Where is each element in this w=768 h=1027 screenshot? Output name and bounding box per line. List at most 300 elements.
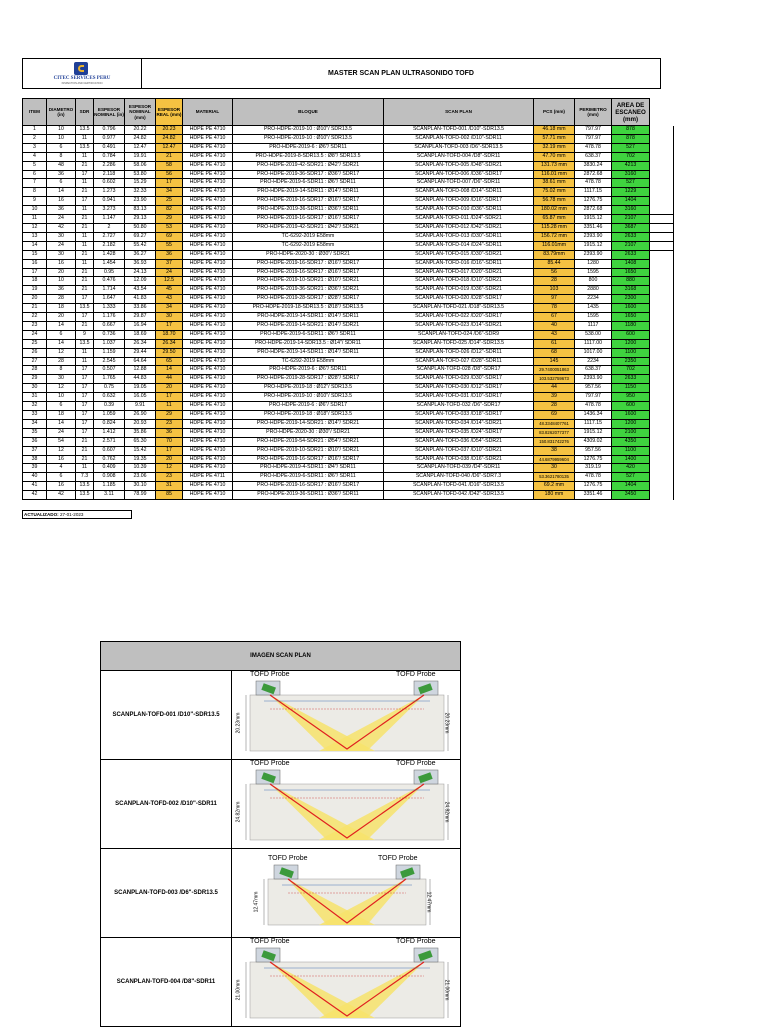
- cell-espesor-real: 14: [156, 366, 183, 375]
- cell-espesor-real: 12: [156, 464, 183, 473]
- cell-espesor-nominal-in: 1.176: [94, 313, 125, 322]
- cell-scan-plan: SCANPLAN-TOFD-013 /D30"-SDR11: [384, 232, 534, 241]
- cell-area-escaneo: 3450: [612, 491, 650, 500]
- cell-bloque: PRO-HDPE-2019-6 : Ø6"/ SDR17: [233, 402, 384, 411]
- cell-diametro: 30: [47, 375, 76, 384]
- cell-espesor-nominal-in: 0.667: [94, 321, 125, 330]
- updated-label: ACTUALIZADO:: [24, 512, 59, 517]
- probe-label-left: TOFD Probe: [250, 760, 290, 767]
- cell-espesor-real: 56: [156, 170, 183, 179]
- cell-espesor-nominal-in: 1.765: [94, 375, 125, 384]
- cell-material: HDPE PE 4710: [183, 143, 233, 152]
- table-row: [23, 161, 674, 170]
- row-spacer: [650, 384, 674, 393]
- updated-date: [22, 510, 132, 519]
- cell-espesor-nominal-in: 0.977: [94, 134, 125, 143]
- row-spacer: [650, 259, 674, 268]
- cell-sdr: 17: [76, 384, 94, 393]
- cell-sdr: 11: [76, 241, 94, 250]
- table-row: [23, 366, 674, 375]
- cell-espesor-nominal-mm: 10.39: [125, 464, 156, 473]
- cell-pcs: 97: [534, 295, 575, 304]
- cell-espesor-nominal-mm: 29.44: [125, 348, 156, 357]
- cell-item: 42: [23, 491, 47, 500]
- cell-perimetro: 2234: [575, 295, 612, 304]
- cell-espesor-real: 55: [156, 241, 183, 250]
- cell-espesor-real: 36: [156, 250, 183, 259]
- cell-sdr: 21: [76, 446, 94, 455]
- cell-perimetro: 1435: [575, 304, 612, 313]
- cell-pcs: 145: [534, 357, 575, 366]
- row-spacer: [650, 179, 674, 188]
- col-bloque: BLOQUE: [233, 99, 384, 126]
- cell-sdr: 11: [76, 348, 94, 357]
- cell-bloque: PRO-HDPE-2019-10-SDR21 : Ø10"/ SDR21: [233, 277, 384, 286]
- cell-sdr: 11: [76, 232, 94, 241]
- cell-area-escaneo: 1650: [612, 313, 650, 322]
- cell-item: 11: [23, 215, 47, 224]
- cell-material: HDPE PE 4710: [183, 464, 233, 473]
- cell-bloque: PRO-HDPE-2019-36-SDR17 : Ø36"/ SDR17: [233, 170, 384, 179]
- probe-label-left: TOFD Probe: [268, 855, 308, 862]
- cell-area-escaneo: 600: [612, 330, 650, 339]
- cell-item: 19: [23, 286, 47, 295]
- cell-sdr: 17: [76, 170, 94, 179]
- cell-espesor-real: 69: [156, 232, 183, 241]
- scan-plan-diagram: [232, 938, 460, 1026]
- cell-item: 33: [23, 411, 47, 420]
- row-spacer: [650, 464, 674, 473]
- cell-material: HDPE PE 4710: [183, 268, 233, 277]
- cell-espesor-nominal-mm: 69.27: [125, 232, 156, 241]
- cell-diametro: 18: [47, 304, 76, 313]
- cell-bloque: PRO-HDPE-2019-42-SDR21 : Ø42"/ SDR21: [233, 161, 384, 170]
- cell-sdr: 21: [76, 268, 94, 277]
- cell-espesor-nominal-in: 2.182: [94, 241, 125, 250]
- cell-pcs: 30: [534, 464, 575, 473]
- cell-material: HDPE PE 4710: [183, 428, 233, 437]
- cell-item: 7: [23, 179, 47, 188]
- cell-espesor-real: 11: [156, 402, 183, 411]
- cell-sdr: 13.5: [76, 126, 94, 135]
- cell-pcs: 67: [534, 313, 575, 322]
- cell-espesor-real: 34: [156, 188, 183, 197]
- cell-bloque: PRO-HDPE-2019-4-SDR11 : Ø4"/ SDR11: [233, 464, 384, 473]
- row-spacer: [650, 134, 674, 143]
- cell-pcs: 116.01 mm: [534, 170, 575, 179]
- cell-pcs: 116.01mm: [534, 241, 575, 250]
- cell-espesor-real: 17: [156, 179, 183, 188]
- cell-pcs: 56.78 mm: [534, 197, 575, 206]
- cell-area-escaneo: 527: [612, 473, 650, 482]
- cell-pcs: 40: [534, 321, 575, 330]
- cell-espesor-nominal-in: 0.409: [94, 464, 125, 473]
- cell-scan-plan: SCANPLAN-TOFD-022 /D20"-SDR17: [384, 313, 534, 322]
- cell-espesor-real: 29: [156, 411, 183, 420]
- scan-plan-name: SCANPLAN-TOFD-002 /D10"-SDR11: [101, 760, 232, 848]
- probe-label-left: TOFD Probe: [250, 938, 290, 945]
- cell-espesor-nominal-in: 2.727: [94, 232, 125, 241]
- cell-espesor-nominal-in: 1.412: [94, 428, 125, 437]
- cell-item: 26: [23, 348, 47, 357]
- table-row: [23, 197, 674, 206]
- cell-bloque: PRO-HDPE-2019-14-SDR13.5 : Ø14"/ SDR11: [233, 339, 384, 348]
- cell-espesor-nominal-in: 0.75: [94, 384, 125, 393]
- cell-diametro: 20: [47, 313, 76, 322]
- cell-diametro: 28: [47, 295, 76, 304]
- cell-pcs: 115.28 mm: [534, 223, 575, 232]
- cell-scan-plan: SCANPLAN-TOFD-021 /D18"-SDR13.5: [384, 304, 534, 313]
- cell-bloque: PRO-HDPE-2019-28-SDR17 : Ø28"/ SDR17: [233, 375, 384, 384]
- cell-perimetro: 638.37: [575, 366, 612, 375]
- cell-espesor-nominal-in: 1.037: [94, 339, 125, 348]
- col-pcs: PCS (mm): [534, 99, 575, 126]
- cell-pcs: 28: [534, 277, 575, 286]
- cell-pcs: 150.831742276: [534, 437, 575, 446]
- cell-espesor-nominal-mm: 19.91: [125, 152, 156, 161]
- cell-item: 25: [23, 339, 47, 348]
- scan-plan-name: SCANPLAN-TOFD-004 /D8"-SDR11: [101, 938, 232, 1026]
- cell-espesor-nominal-in: 0.941: [94, 197, 125, 206]
- cell-pcs: 180 mm: [534, 491, 575, 500]
- cell-item: 18: [23, 277, 47, 286]
- row-spacer: [650, 295, 674, 304]
- cell-perimetro: 2393.90: [575, 232, 612, 241]
- cell-scan-plan: SCANPLAN-TOFD-015 /D30"-SDR21: [384, 250, 534, 259]
- cell-sdr: 13.5: [76, 143, 94, 152]
- cell-bloque: PRO-HDPE-2019-14-SDR11 : Ø14"/ SDR11: [233, 188, 384, 197]
- cell-diametro: 48: [47, 161, 76, 170]
- scan-plan-diagram: [232, 671, 460, 759]
- cell-sdr: 17: [76, 419, 94, 428]
- cell-material: HDPE PE 4710: [183, 134, 233, 143]
- cell-scan-plan: SCANPLAN-TOFD-012 /D42"-SDR21: [384, 223, 534, 232]
- cell-bloque: PRO-HDPE-2019-6 : Ø6"/ SDR11: [233, 366, 384, 375]
- cell-material: HDPE PE 4710: [183, 126, 233, 135]
- cell-item: 27: [23, 357, 47, 366]
- cell-espesor-nominal-in: 0.762: [94, 455, 125, 464]
- table-row: [23, 215, 674, 224]
- table-header-row: [23, 99, 674, 126]
- cell-espesor-real: 25: [156, 197, 183, 206]
- scan-image-row: [101, 938, 460, 1026]
- cell-espesor-real: 23: [156, 473, 183, 482]
- cell-scan-plan: SCANPLAN-TOFD-006 /D36"-SDR17: [384, 170, 534, 179]
- cell-item: 17: [23, 268, 47, 277]
- cell-item: 4: [23, 152, 47, 161]
- cell-item: 23: [23, 321, 47, 330]
- cell-espesor-nominal-mm: 16.05: [125, 393, 156, 402]
- cell-perimetro: 797.97: [575, 134, 612, 143]
- cell-espesor-real: 37: [156, 259, 183, 268]
- cell-espesor-nominal-mm: 20.93: [125, 419, 156, 428]
- cell-diametro: 18: [47, 411, 76, 420]
- cell-perimetro: 1915.12: [575, 428, 612, 437]
- cell-diametro: 16: [47, 259, 76, 268]
- cell-espesor-nominal-mm: 15.42: [125, 446, 156, 455]
- cell-material: HDPE PE 4710: [183, 321, 233, 330]
- cell-diametro: 12: [47, 384, 76, 393]
- cell-espesor-real: 45: [156, 286, 183, 295]
- cell-espesor-nominal-in: 0.507: [94, 366, 125, 375]
- cell-scan-plan: SCANPLAN-TOFD-030 /D12"-SDR17: [384, 384, 534, 393]
- cell-espesor-nominal-mm: 83.13: [125, 206, 156, 215]
- cell-pcs: 38: [534, 446, 575, 455]
- cell-pcs: 32.19 mm: [534, 143, 575, 152]
- cell-item: 30: [23, 384, 47, 393]
- cell-espesor-nominal-in: 2.545: [94, 357, 125, 366]
- table-row: [23, 277, 674, 286]
- cell-material: HDPE PE 4710: [183, 491, 233, 500]
- cell-espesor-nominal-in: 2.571: [94, 437, 125, 446]
- cell-perimetro: 1915.12: [575, 241, 612, 250]
- cell-espesor-nominal-mm: 36.27: [125, 250, 156, 259]
- cell-bloque: PRO-HDPE-2019-10 : Ø10"/ SDR13.5: [233, 134, 384, 143]
- cell-diametro: 12: [47, 446, 76, 455]
- cell-espesor-nominal-mm: 55.42: [125, 241, 156, 250]
- cell-area-escaneo: 2107: [612, 215, 650, 224]
- cell-diametro: 28: [47, 357, 76, 366]
- cell-pcs: 65.87 mm: [534, 215, 575, 224]
- cell-perimetro: 1276.75: [575, 482, 612, 491]
- cell-bloque: PRO-HDPE-2019-18 : Ø12"/ SDR13.5: [233, 384, 384, 393]
- cell-espesor-real: 36: [156, 428, 183, 437]
- thickness-label-right: 21.00mm: [443, 979, 450, 1001]
- cell-diametro: 10: [47, 126, 76, 135]
- cell-sdr: 7.3: [76, 473, 94, 482]
- cell-espesor-real: 29: [156, 215, 183, 224]
- cell-diametro: 8: [47, 366, 76, 375]
- table-row: [23, 402, 674, 411]
- cell-espesor-nominal-mm: 53.80: [125, 170, 156, 179]
- cell-area-escaneo: 1650: [612, 268, 650, 277]
- cell-bloque: PRO-HDPE-2019-42-SDR21 : Ø42"/ SDR21: [233, 223, 384, 232]
- row-spacer: [650, 232, 674, 241]
- cell-espesor-nominal-mm: 16.94: [125, 321, 156, 330]
- cell-item: 38: [23, 455, 47, 464]
- row-spacer: [650, 206, 674, 215]
- cell-item: 14: [23, 241, 47, 250]
- scan-image-row: [101, 849, 460, 938]
- cell-material: HDPE PE 4710: [183, 250, 233, 259]
- cell-perimetro: 797.97: [575, 393, 612, 402]
- scan-plan-table: [22, 98, 674, 500]
- cell-sdr: 17: [76, 197, 94, 206]
- cell-perimetro: 1276.75: [575, 455, 612, 464]
- col-espesor-nominal-mm: ESPESOR NOMINAL (mm): [125, 99, 156, 126]
- cell-material: HDPE PE 4710: [183, 330, 233, 339]
- cell-espesor-nominal-in: 1.147: [94, 215, 125, 224]
- table-row: [23, 437, 674, 446]
- row-spacer: [650, 339, 674, 348]
- cell-item: 34: [23, 419, 47, 428]
- table-row: [23, 348, 674, 357]
- cell-material: HDPE PE 4710: [183, 241, 233, 250]
- cell-scan-plan: SCANPLAN-TOFD-038 /D16"-SDR21: [384, 455, 534, 464]
- table-row: [23, 286, 674, 295]
- cell-perimetro: 478.78: [575, 473, 612, 482]
- cell-scan-plan: SCANPLAN-TOFD-003 /D6"-SDR13.5: [384, 143, 534, 152]
- cell-espesor-nominal-mm: 19.05: [125, 384, 156, 393]
- table-row: [23, 259, 674, 268]
- logo-c-icon: [74, 62, 88, 75]
- cell-item: 1: [23, 126, 47, 135]
- cell-pcs: 48.3348407761: [534, 419, 575, 428]
- cell-scan-plan: SCANPLAN-TOFD-017 /D20"-SDR21: [384, 268, 534, 277]
- cell-perimetro: 800: [575, 277, 612, 286]
- cell-espesor-nominal-mm: 12.09: [125, 277, 156, 286]
- cell-bloque: PRO-HDPE-2019-16-SDR17 : Ø16"/ SDR17: [233, 215, 384, 224]
- cell-item: 29: [23, 375, 47, 384]
- cell-item: 41: [23, 482, 47, 491]
- cell-espesor-nominal-in: 1.273: [94, 188, 125, 197]
- cell-perimetro: 538.00: [575, 330, 612, 339]
- cell-espesor-real: 44: [156, 375, 183, 384]
- row-spacer: [650, 277, 674, 286]
- cell-area-escaneo: 600: [612, 402, 650, 411]
- cell-material: HDPE PE 4710: [183, 482, 233, 491]
- cell-scan-plan: SCANPLAN-TOFD-007 /D6"-SDR11: [384, 179, 534, 188]
- cell-diametro: 6: [47, 143, 76, 152]
- cell-material: HDPE PE 4710: [183, 384, 233, 393]
- col-diametro: DIAMETRO (in): [47, 99, 76, 126]
- cell-bloque: PRO-HDPE-2019-6-SDR11 : Ø6"/ SDR11: [233, 330, 384, 339]
- cell-espesor-nominal-in: 1.159: [94, 348, 125, 357]
- probe-label-left: TOFD Probe: [250, 671, 290, 678]
- cell-diametro: 24: [47, 428, 76, 437]
- row-spacer: [650, 375, 674, 384]
- cell-espesor-nominal-in: 1.185: [94, 482, 125, 491]
- cell-scan-plan: SCANPLAN-TOFD-039 /D4"-SDR11: [384, 464, 534, 473]
- cell-item: 5: [23, 161, 47, 170]
- cell-area-escaneo: 1229: [612, 188, 650, 197]
- table-row: [23, 464, 674, 473]
- cell-material: HDPE PE 4710: [183, 304, 233, 313]
- cell-espesor-real: 85: [156, 491, 183, 500]
- cell-perimetro: 478.78: [575, 143, 612, 152]
- probe-label-right: TOFD Probe: [378, 855, 418, 862]
- cell-material: HDPE PE 4710: [183, 348, 233, 357]
- cell-area-escaneo: 3160: [612, 170, 650, 179]
- cell-espesor-real: 24.82: [156, 134, 183, 143]
- col-perimetro: PERIMETRO (mm): [575, 99, 612, 126]
- cell-scan-plan: SCANPLAN-TOFD-027 /D28"-SDR11: [384, 357, 534, 366]
- cell-scan-plan: SCANPLAN-TOFD-037 /D10"-SDR21: [384, 446, 534, 455]
- cell-perimetro: 1117.00: [575, 339, 612, 348]
- cell-area-escaneo: 2633: [612, 375, 650, 384]
- cell-area-escaneo: 880: [612, 277, 650, 286]
- table-row: [23, 384, 674, 393]
- cell-sdr: 13.5: [76, 482, 94, 491]
- cell-sdr: 11: [76, 357, 94, 366]
- cell-perimetro: 319.19: [575, 464, 612, 473]
- cell-area-escaneo: 1150: [612, 384, 650, 393]
- cell-espesor-nominal-mm: 24.82: [125, 134, 156, 143]
- cell-espesor-nominal-in: 0.908: [94, 473, 125, 482]
- cell-area-escaneo: 702: [612, 366, 650, 375]
- cell-item: 6: [23, 170, 47, 179]
- cell-espesor-nominal-in: 1.647: [94, 295, 125, 304]
- cell-material: HDPE PE 4710: [183, 179, 233, 188]
- cell-espesor-nominal-in: 0.602: [94, 179, 125, 188]
- cell-espesor-real: 17: [156, 321, 183, 330]
- cell-scan-plan: SCANPLAN-TOFD-032 /D6"-SDR17: [384, 402, 534, 411]
- cell-bloque: PRO-HDPE-2019-10 : Ø10"/ SDR13.5: [233, 393, 384, 402]
- table-row: [23, 126, 674, 135]
- cell-area-escaneo: 1600: [612, 411, 650, 420]
- cell-scan-plan: SCANPLAN-TOFD-020 /D28"-SDR17: [384, 295, 534, 304]
- cell-sdr: 11: [76, 206, 94, 215]
- cell-pcs: 131.73 mm: [534, 161, 575, 170]
- cell-scan-plan: SCANPLAN-TOFD-040 /D6"-SDR7.3: [384, 473, 534, 482]
- cell-pcs: 38.61 mm: [534, 179, 575, 188]
- cell-scan-plan: SCANPLAN-TOFD-009 /D16"-SDR17: [384, 197, 534, 206]
- cell-pcs: 39: [534, 393, 575, 402]
- cell-scan-plan: SCANPLAN-TOFD-005 /D48"-SDR21: [384, 161, 534, 170]
- cell-espesor-nominal-in: 1.059: [94, 411, 125, 420]
- cell-sdr: 21: [76, 277, 94, 286]
- table-row: [23, 419, 674, 428]
- cell-diametro: 14: [47, 419, 76, 428]
- cell-espesor-nominal-mm: 26.34: [125, 339, 156, 348]
- cell-espesor-real: 12.5: [156, 277, 183, 286]
- cell-bloque: PRO-HDPE-2019-14-SDR21 : Ø14"/ SDR21: [233, 321, 384, 330]
- cell-area-escaneo: 1100: [612, 446, 650, 455]
- table-row: [23, 411, 674, 420]
- cell-pcs: 28: [534, 402, 575, 411]
- cell-perimetro: 2872.68: [575, 206, 612, 215]
- cell-perimetro: 3351.46: [575, 491, 612, 500]
- cell-material: HDPE PE 4711: [183, 473, 233, 482]
- cell-espesor-nominal-in: 0.39: [94, 402, 125, 411]
- cell-espesor-nominal-in: 3.11: [94, 491, 125, 500]
- cell-espesor-nominal-mm: 24.13: [125, 268, 156, 277]
- cell-bloque: PRO-HDPE-2019-16-SDR17 : Ø16"/ SDR17: [233, 455, 384, 464]
- cell-perimetro: 1595: [575, 313, 612, 322]
- cell-item: 15: [23, 250, 47, 259]
- cell-sdr: 21: [76, 188, 94, 197]
- cell-pcs: 75.02 mm: [534, 188, 575, 197]
- cell-scan-plan: SCANPLAN-TOFD-033 /D18"-SDR17: [384, 411, 534, 420]
- cell-espesor-real: 23: [156, 419, 183, 428]
- cell-espesor-nominal-mm: 36.93: [125, 259, 156, 268]
- cell-material: HDPE PE 4710: [183, 295, 233, 304]
- cell-espesor-nominal-mm: 50.80: [125, 223, 156, 232]
- table-row: [23, 393, 674, 402]
- cell-scan-plan: SCANPLAN-TOFD-002 /D10"-SDR11: [384, 134, 534, 143]
- cell-item: 39: [23, 464, 47, 473]
- cell-espesor-nominal-mm: 58.06: [125, 161, 156, 170]
- cell-bloque: PRO-HDPE-2019-18 : Ø18"/ SDR13.5: [233, 411, 384, 420]
- table-row: [23, 232, 674, 241]
- cell-diametro: 24: [47, 215, 76, 224]
- document-title: MASTER SCAN PLAN ULTRASONIDO TOFD: [328, 70, 474, 77]
- thickness-label-right: 12.47mm: [425, 891, 432, 913]
- cell-espesor-real: 24: [156, 268, 183, 277]
- cell-pcs: 83.8262077377: [534, 428, 575, 437]
- thickness-label-left: 24.82mm: [235, 801, 242, 823]
- cell-scan-plan: SCANPLAN-TOFD-036 /D54"-SDR21: [384, 437, 534, 446]
- cell-diametro: 42: [47, 223, 76, 232]
- cell-material: HDPE PE 4710: [183, 223, 233, 232]
- cell-espesor-nominal-mm: 23.90: [125, 197, 156, 206]
- cell-espesor-nominal-in: 0.796: [94, 126, 125, 135]
- cell-material: HDPE PE 4710: [183, 437, 233, 446]
- document-header: [22, 58, 661, 89]
- col-spacer: [650, 99, 674, 126]
- cell-perimetro: 638.37: [575, 152, 612, 161]
- cell-area-escaneo: 3168: [612, 286, 650, 295]
